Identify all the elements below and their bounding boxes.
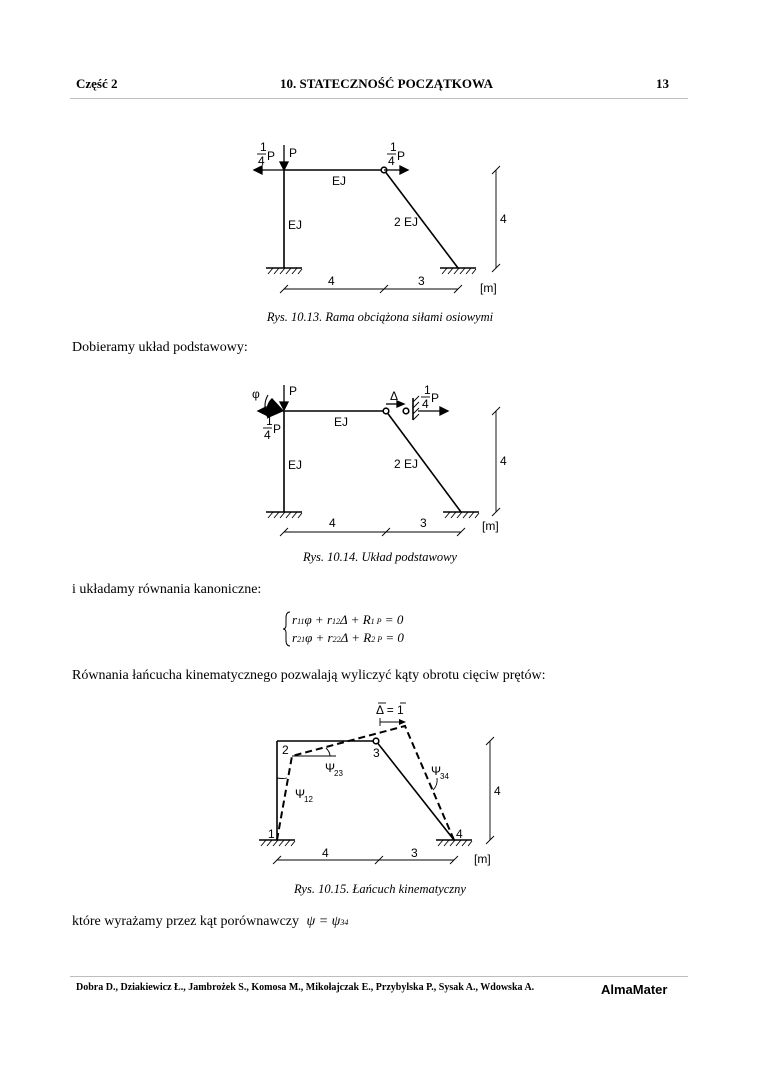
fig2-p-right: P bbox=[431, 391, 440, 405]
caption-10-13: Rys. 10.13. Rama obciążona siłami osiowymi bbox=[266, 310, 494, 324]
paragraph-1: Dobieramy układ podstawowy: bbox=[72, 340, 248, 355]
fig2-unit: [m] bbox=[482, 519, 499, 533]
caption-10-14: Rys. 10.14. Układ podstawowy bbox=[303, 550, 457, 564]
fig1-p-vertical: P bbox=[289, 146, 298, 160]
fig3-psi-34: Ψ bbox=[431, 764, 442, 778]
fig2-2ej: 2 EJ bbox=[394, 457, 419, 471]
paragraph-4 bbox=[72, 914, 348, 930]
fig3-psi-34-sub: 34 bbox=[440, 772, 449, 781]
fig2-span-3: 3 bbox=[420, 516, 427, 530]
fig3-delta-equals-1: Δ = 1 bbox=[376, 703, 404, 717]
fig1-p-right: P bbox=[397, 149, 406, 163]
fig1-quarter-num-left: 1 bbox=[260, 140, 267, 154]
caption-10-15: Rys. 10.15. Łańcuch kinematyczny bbox=[294, 882, 466, 896]
fig1-quarter-num-right: 1 bbox=[390, 140, 397, 154]
psi-formula: ψ = ψ34 bbox=[306, 914, 349, 929]
footer-brand: AlmaMater bbox=[601, 982, 668, 997]
fig3-node-4: 4 bbox=[456, 827, 463, 841]
fig1-height-4: 4 bbox=[500, 212, 507, 226]
fig2-p-left: P bbox=[273, 422, 282, 436]
fig2-quarter-num-right: 1 bbox=[424, 383, 431, 397]
fig3-span-4: 4 bbox=[322, 846, 329, 860]
fig1-ej-column: EJ bbox=[288, 218, 303, 232]
fig2-phi: φ bbox=[252, 387, 260, 401]
fig1-2ej: 2 EJ bbox=[394, 215, 419, 229]
equation-1: r11φ + r12Δ + R1 P = 0 bbox=[292, 612, 404, 627]
fig2-height-4: 4 bbox=[500, 454, 507, 468]
fig2-span-4: 4 bbox=[329, 516, 336, 530]
fig3-psi-12: Ψ bbox=[295, 787, 306, 801]
paragraph-3: Równania łańcucha kinematycznego pozwalają wyliczyć kąty obrotu cięciw prętów: bbox=[72, 668, 546, 683]
fig1-ej-beam: EJ bbox=[332, 174, 347, 188]
fig2-quarter-den-right: 4 bbox=[422, 397, 429, 411]
equation-2: r21φ + r22Δ + R2 P = 0 bbox=[292, 630, 404, 645]
fig2-delta: Δ bbox=[390, 389, 399, 403]
header-page-number: 13 bbox=[656, 76, 669, 91]
fig2-ej-beam: EJ bbox=[334, 415, 349, 429]
footer-rule bbox=[70, 976, 688, 977]
fig3-psi-23-sub: 23 bbox=[334, 769, 343, 778]
fig1-unit: [m] bbox=[480, 281, 497, 295]
fig2-ej-column: EJ bbox=[288, 458, 303, 472]
fig2-quarter-num-left: 1 bbox=[266, 414, 273, 428]
header-chapter: 10. STATECZNOŚĆ POCZĄTKOWA bbox=[280, 76, 493, 91]
fig3-span-3: 3 bbox=[411, 846, 418, 860]
fig1-quarter-den-right: 4 bbox=[388, 154, 395, 168]
footer-authors: Dobra D., Dziakiewicz Ł., Jambrożek S., Komosa M., Mikołajczak E., Przybylska P., Sysak A., Wdowska A. bbox=[76, 982, 535, 993]
paragraph-4-text: które wyrażamy przez kąt porównawczy bbox=[72, 914, 300, 929]
header-part: Część 2 bbox=[76, 76, 118, 91]
fig3-psi-12-sub: 12 bbox=[304, 795, 313, 804]
fig1-span-3: 3 bbox=[418, 274, 425, 288]
paragraph-2: i układamy równania kanoniczne: bbox=[72, 582, 262, 597]
fig3-node-3: 3 bbox=[373, 746, 380, 760]
fig3-height-4: 4 bbox=[494, 784, 501, 798]
fig1-p-left-frac: P bbox=[267, 149, 276, 163]
fig3-node-2: 2 bbox=[282, 743, 289, 757]
fig3-psi-23: Ψ bbox=[325, 761, 336, 775]
fig1-span-4: 4 bbox=[328, 274, 335, 288]
fig3-unit: [m] bbox=[474, 852, 491, 866]
fig1-quarter-den-left: 4 bbox=[258, 154, 265, 168]
fig3-node-1: 1 bbox=[268, 827, 275, 841]
fig2-quarter-den-left: 4 bbox=[264, 428, 271, 442]
fig2-p-vertical: P bbox=[289, 384, 298, 398]
